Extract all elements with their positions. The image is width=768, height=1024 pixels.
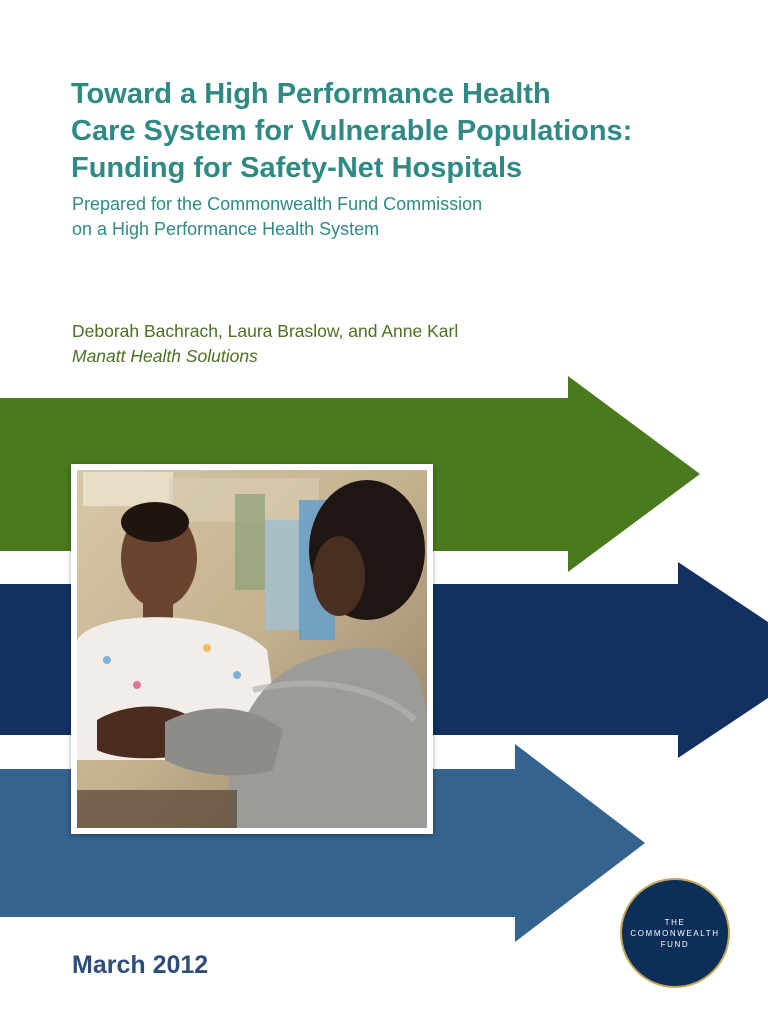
seal-line: COMMONWEALTH: [630, 929, 720, 938]
nurse-and-patient-photo: [77, 470, 427, 828]
title-line: Care System for Vulnerable Populations:: [71, 115, 633, 147]
seal-line: FUND: [660, 940, 690, 949]
cover-photo: [71, 464, 433, 834]
publication-date: March 2012: [72, 951, 209, 979]
seal-wordmark: [622, 917, 728, 950]
title-line: Toward a High Performance Health: [71, 78, 551, 110]
author-affiliation: Manatt Health Solutions: [72, 346, 258, 366]
seal-line: THE: [664, 918, 686, 927]
commonwealth-fund-seal: [622, 880, 728, 986]
author-list: Deborah Bachrach, Laura Braslow, and Anne Karl: [72, 321, 459, 341]
subtitle-line: on a High Performance Health System: [72, 219, 380, 239]
title-line: Funding for Safety-Net Hospitals: [71, 152, 523, 184]
subtitle-line: Prepared for the Commonwealth Fund Commission: [72, 194, 483, 214]
